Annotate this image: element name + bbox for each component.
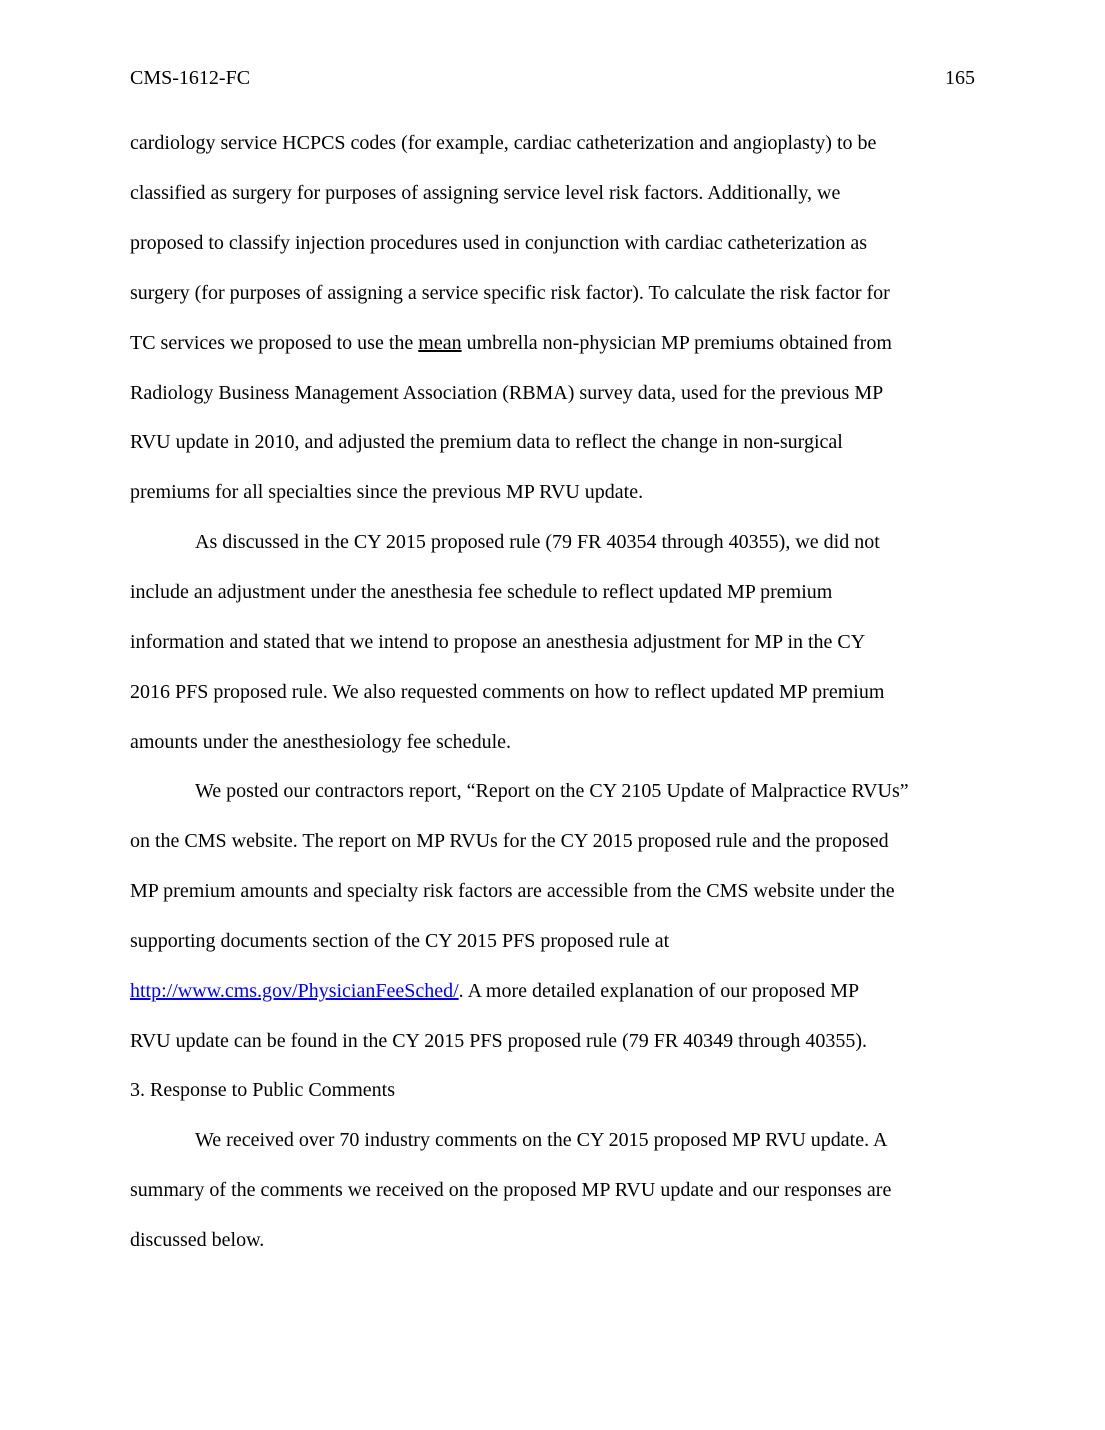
text-span: . A more detailed explanation of our proposed MP [458,980,860,1002]
body-line: proposed to classify injection procedures used in conjunction with cardiac catheterization as [130,232,867,254]
body-line [130,331,892,355]
body-line: RVU update can be found in the CY 2015 PFS proposed rule (79 FR 40349 through 40355). [130,1030,868,1052]
body-line: cardiology service HCPCS codes (for example, cardiac catheterization and angioplasty) to be [130,132,877,154]
body-line: 2016 PFS proposed rule. We also requested comments on how to reflect updated MP premium [130,681,885,703]
paragraph-first-line: As discussed in the CY 2015 proposed rule (79 FR 40354 through 40355), we did not [195,531,880,553]
paragraph-first-line: We posted our contractors report, “Report on the CY 2105 Update of Malpractice RVUs” [195,780,909,802]
physician-fee-sched-link[interactable]: http://www.cms.gov/PhysicianFeeSched/ [130,980,459,1002]
body-line: amounts under the anesthesiology fee schedule. [130,731,511,753]
paragraph-first-line: We received over 70 industry comments on the CY 2015 proposed MP RVU update. A [195,1129,888,1151]
body-line: RVU update in 2010, and adjusted the premium data to reflect the change in non-surgical [130,431,843,453]
body-line: Radiology Business Management Association (RBMA) survey data, used for the previous MP [130,382,884,404]
body-line: include an adjustment under the anesthesia fee schedule to reflect updated MP premium [130,581,833,603]
body-line: surgery (for purposes of assigning a service specific risk factor). To calculate the risk factor for [130,282,890,304]
body-line: on the CMS website. The report on MP RVUs for the CY 2015 proposed rule and the proposed [130,830,889,852]
body-line: supporting documents section of the CY 2015 PFS proposed rule at [130,930,670,952]
document-id: CMS-1612-FC [130,67,251,89]
body-line: discussed below. [130,1229,265,1251]
body-line: classified as surgery for purposes of assigning service level risk factors. Additionally, we [130,182,841,204]
body-line: premiums for all specialties since the previous MP RVU update. [130,481,644,503]
body-line: summary of the comments we received on the proposed MP RVU update and our responses are [130,1179,892,1201]
underlined-term: mean [418,332,462,354]
body-line [130,979,859,1003]
page-number: 165 [945,67,975,89]
body-line: MP premium amounts and specialty risk factors are accessible from the CMS website under the [130,880,895,902]
text-span: TC services we proposed to use the [130,332,419,354]
body-line: information and stated that we intend to propose an anesthesia adjustment for MP in the CY [130,631,866,653]
text-span: umbrella non-physician MP premiums obtained from [461,332,892,354]
section-heading: 3. Response to Public Comments [130,1079,395,1101]
